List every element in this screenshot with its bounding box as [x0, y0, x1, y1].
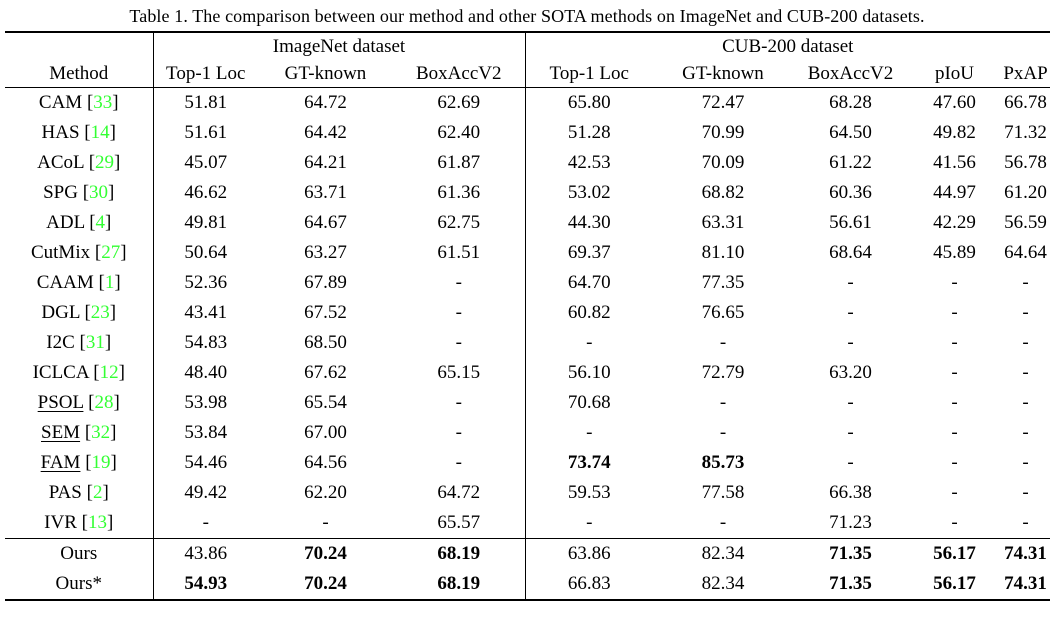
column-header-method: Method: [5, 60, 153, 88]
citation-number: 2: [92, 482, 103, 503]
method-cell: HAS [14]: [5, 118, 153, 148]
metric-value: 51.61: [184, 122, 228, 143]
metric-value: 76.65: [701, 302, 745, 323]
metric-value: -: [586, 332, 593, 353]
metric-value: 68.28: [829, 92, 872, 113]
method-cell: SEM [32]: [5, 418, 153, 448]
metric-value: -: [719, 512, 727, 533]
table-row: [5, 178, 1050, 208]
metric-value: 56.17: [908, 539, 1001, 570]
metric-value: 50.64: [184, 242, 228, 263]
metric-value: 70.09: [701, 152, 745, 173]
metric-value: 62.69: [393, 88, 525, 119]
metric-value: 43.86: [153, 539, 258, 570]
metric-value: 49.42: [184, 482, 228, 503]
metric-value: 73.74: [567, 452, 611, 473]
method-cell: ACoL [29]: [5, 148, 153, 178]
method-cell: PSOL [28]: [5, 388, 153, 418]
metric-value: 67.89: [304, 272, 347, 293]
metric-value: 54.46: [184, 452, 228, 473]
method-name: SPG: [43, 182, 78, 203]
group-header-cub200: CUB-200 dataset: [722, 36, 854, 57]
method-name: CAAM: [36, 272, 94, 293]
method-name: CutMix: [30, 242, 91, 263]
metric-value: 54.93: [184, 573, 228, 594]
metric-value: -: [1022, 332, 1029, 353]
column-header-im-gtknown: GT-known: [258, 60, 393, 88]
metric-value: -: [847, 332, 854, 353]
metric-value: -: [202, 512, 209, 533]
metric-value: 63.27: [304, 242, 347, 263]
metric-value: 49.81: [184, 212, 228, 233]
metric-value: 60.36: [829, 182, 872, 203]
metric-value: 51.81: [184, 92, 228, 113]
metric-value: 68.19: [393, 539, 525, 570]
metric-value: 64.67: [304, 212, 347, 233]
metric-value: 68.50: [304, 332, 347, 353]
metric-value: 63.31: [701, 212, 745, 233]
method-cell: ICLCA [12]: [5, 358, 153, 388]
method-name: SEM: [41, 422, 81, 443]
column-header-im-top1loc: Top-1 Loc: [153, 60, 258, 88]
metric-value: 46.62: [184, 182, 228, 203]
table-row: [5, 88, 1050, 119]
metric-value: -: [719, 392, 727, 413]
table-row: [5, 418, 1050, 448]
method-name: PSOL: [37, 392, 84, 413]
metric-value: 82.34: [701, 573, 745, 594]
metric-value: 65.80: [567, 92, 611, 113]
metric-value: 62.40: [393, 118, 525, 148]
metric-value: 70.68: [567, 392, 611, 413]
metric-value: 56.61: [829, 212, 872, 233]
citation-number: 12: [99, 362, 119, 383]
metric-value: -: [1022, 272, 1029, 293]
metric-value: -: [1022, 302, 1029, 323]
column-header-cub-top1loc: Top-1 Loc: [525, 60, 653, 88]
table-caption: Table 1. The comparison between our method and other SOTA methods on ImageNet and CUB-200 datasets.: [129, 6, 925, 26]
metric-value: 47.60: [933, 92, 976, 113]
metric-value: -: [1022, 392, 1029, 413]
table-row: [5, 148, 1050, 178]
metric-value: 85.73: [701, 452, 745, 473]
metric-value: -: [719, 422, 727, 443]
metric-value: -: [393, 298, 525, 328]
table-row: [5, 448, 1050, 478]
metric-value: -: [586, 422, 593, 443]
method-name: HAS: [41, 122, 80, 143]
citation-number: 28: [94, 392, 114, 413]
metric-value: 63.20: [829, 362, 872, 383]
table-row: [5, 569, 1050, 600]
metric-value: 72.47: [701, 92, 745, 113]
metric-value: 52.36: [184, 272, 228, 293]
method-cell: SPG [30]: [5, 178, 153, 208]
citation-number: 30: [89, 182, 109, 203]
metric-value: -: [393, 328, 525, 358]
metric-value: 68.19: [393, 569, 525, 600]
citation-number: 1: [104, 272, 115, 293]
metric-value: 70.24: [304, 573, 347, 594]
metric-value: 61.20: [1004, 182, 1047, 203]
metric-value: 81.10: [701, 242, 745, 263]
metric-value: -: [1022, 512, 1029, 533]
citation-number: 29: [95, 152, 115, 173]
table-row: [5, 118, 1050, 148]
citation-number: 23: [90, 302, 110, 323]
metric-value: 63.86: [525, 539, 653, 570]
citation-number: 32: [91, 422, 111, 443]
metric-value: 53.98: [184, 392, 228, 413]
metric-value: -: [1022, 452, 1029, 473]
method-cell: CutMix [27]: [5, 238, 153, 268]
table-row: [5, 328, 1050, 358]
metric-value: 51.28: [567, 122, 611, 143]
table-row: [5, 208, 1050, 238]
metric-value: 62.20: [304, 482, 347, 503]
metric-value: 64.72: [304, 92, 347, 113]
method-name: ACoL: [37, 152, 84, 173]
method-name: ICLCA: [32, 362, 89, 383]
metric-value: 61.51: [393, 238, 525, 268]
metric-value: 44.97: [933, 182, 976, 203]
metric-value: -: [393, 418, 525, 448]
metric-value: 42.53: [567, 152, 611, 173]
metric-value: 65.57: [393, 508, 525, 539]
metric-value: -: [393, 388, 525, 418]
method-cell: [5, 569, 153, 600]
metric-value: -: [847, 272, 854, 293]
table-row: [5, 388, 1050, 418]
metric-value: 64.72: [393, 478, 525, 508]
metric-value: 64.64: [1004, 242, 1047, 263]
metric-value: -: [847, 392, 854, 413]
citation-number: 14: [90, 122, 110, 143]
table-row: [5, 478, 1050, 508]
method-name: I2C: [46, 332, 75, 353]
method-name: IVR: [44, 512, 77, 533]
metric-value: -: [951, 272, 958, 293]
metric-value: 65.54: [304, 392, 347, 413]
method-cell: FAM [19]: [5, 448, 153, 478]
comparison-table: [5, 31, 1050, 601]
method-cell: [5, 539, 153, 570]
metric-value: 71.32: [1004, 122, 1047, 143]
table-row: [5, 508, 1050, 539]
metric-value: 64.56: [304, 452, 347, 473]
metric-value: -: [951, 392, 958, 413]
table-row: [5, 238, 1050, 268]
metric-value: 71.35: [793, 539, 908, 570]
metric-value: 41.56: [933, 152, 976, 173]
metric-value: 71.35: [829, 573, 872, 594]
method-name: PAS: [48, 482, 82, 503]
metric-value: -: [847, 422, 854, 443]
metric-value: -: [951, 512, 958, 533]
metric-value: 44.30: [567, 212, 611, 233]
citation-number: 27: [101, 242, 121, 263]
table-row: [5, 268, 1050, 298]
citation-number: 19: [91, 452, 111, 473]
method-cell: PAS [2]: [5, 478, 153, 508]
metric-value: 77.35: [701, 272, 745, 293]
method-cell: CAM [33]: [5, 88, 153, 119]
method-name: ADL: [46, 212, 85, 233]
metric-value: 68.64: [829, 242, 872, 263]
metric-value: 66.78: [1004, 92, 1047, 113]
method-cell: I2C [31]: [5, 328, 153, 358]
metric-value: 63.71: [304, 182, 347, 203]
metric-value: 45.07: [184, 152, 228, 173]
metric-value: -: [951, 452, 958, 473]
column-header-cub-boxaccv2: BoxAccV2: [793, 60, 908, 88]
citation-number: 31: [85, 332, 105, 353]
metric-value: 69.37: [567, 242, 611, 263]
metric-value: -: [586, 512, 593, 533]
column-header-cub-gtknown: GT-known: [653, 60, 793, 88]
citation-number: 13: [87, 512, 107, 533]
metric-value: 48.40: [184, 362, 228, 383]
metric-value: -: [951, 332, 958, 353]
metric-value: -: [1022, 422, 1029, 443]
metric-value: 82.34: [653, 539, 793, 570]
method-cell: DGL [23]: [5, 298, 153, 328]
metric-value: 54.83: [184, 332, 228, 353]
metric-value: 70.99: [701, 122, 745, 143]
table-row: [5, 539, 1050, 570]
metric-value: -: [951, 422, 958, 443]
metric-value: 56.17: [933, 573, 976, 594]
metric-value: 49.82: [933, 122, 976, 143]
method-name: Ours*: [55, 573, 102, 594]
metric-value: 66.38: [829, 482, 872, 503]
metric-value: -: [951, 482, 958, 503]
metric-value: 56.78: [1004, 152, 1047, 173]
citation-number: 33: [93, 92, 113, 113]
metric-value: 67.62: [304, 362, 347, 383]
metric-value: 77.58: [701, 482, 745, 503]
metric-value: 65.15: [393, 358, 525, 388]
metric-value: 60.82: [567, 302, 611, 323]
metric-value: 74.31: [1004, 573, 1047, 594]
metric-value: -: [719, 332, 727, 353]
metric-value: 61.22: [829, 152, 872, 173]
method-header-spacer: [5, 32, 153, 60]
metric-value: 67.00: [304, 422, 347, 443]
metric-value: 53.84: [184, 422, 228, 443]
column-header-cub-pxap: PxAP: [1001, 60, 1050, 88]
table-body: [5, 88, 1050, 601]
metric-value: 61.87: [393, 148, 525, 178]
metric-value: 68.82: [701, 182, 745, 203]
method-cell: IVR [13]: [5, 508, 153, 539]
metric-value: -: [322, 512, 329, 533]
metric-value: 53.02: [567, 182, 611, 203]
metric-value: 67.52: [304, 302, 347, 323]
metric-value: 72.79: [701, 362, 745, 383]
metric-value: -: [951, 362, 958, 383]
method-cell: CAAM [1]: [5, 268, 153, 298]
metric-value: 42.29: [933, 212, 976, 233]
metric-value: 59.53: [567, 482, 611, 503]
citation-number: 4: [95, 212, 106, 233]
metric-value: 64.42: [304, 122, 347, 143]
metric-value: 74.31: [1001, 539, 1050, 570]
method-name: FAM: [40, 452, 81, 473]
metric-value: -: [1022, 482, 1029, 503]
metric-value: 62.75: [393, 208, 525, 238]
table-row: [5, 358, 1050, 388]
metric-value: 43.41: [184, 302, 228, 323]
method-cell: ADL [4]: [5, 208, 153, 238]
method-name: CAM: [38, 92, 83, 113]
metric-value: -: [393, 448, 525, 478]
column-header-cub-piou: pIoU: [908, 60, 1001, 88]
metric-value: -: [951, 302, 958, 323]
column-header-im-boxaccv2: BoxAccV2: [393, 60, 525, 88]
metric-value: 45.89: [933, 242, 976, 263]
metric-value: 66.83: [567, 573, 611, 594]
metric-value: -: [847, 452, 854, 473]
metric-value: -: [847, 302, 854, 323]
metric-value: 64.21: [304, 152, 347, 173]
metric-value: 71.23: [829, 512, 872, 533]
metric-value: 56.10: [567, 362, 611, 383]
dataset-group-header-row: [5, 32, 1050, 60]
metric-value: 61.36: [393, 178, 525, 208]
metric-value: 64.50: [829, 122, 872, 143]
metric-value: 64.70: [567, 272, 611, 293]
metric-value: -: [1022, 362, 1029, 383]
table-row: [5, 298, 1050, 328]
metric-value: 56.59: [1004, 212, 1047, 233]
method-name: DGL: [41, 302, 80, 323]
metric-value: -: [393, 268, 525, 298]
method-name: Ours: [60, 543, 98, 564]
group-header-imagenet: ImageNet dataset: [153, 32, 525, 60]
metric-value: 70.24: [258, 539, 393, 570]
column-header-row: [5, 60, 1050, 88]
